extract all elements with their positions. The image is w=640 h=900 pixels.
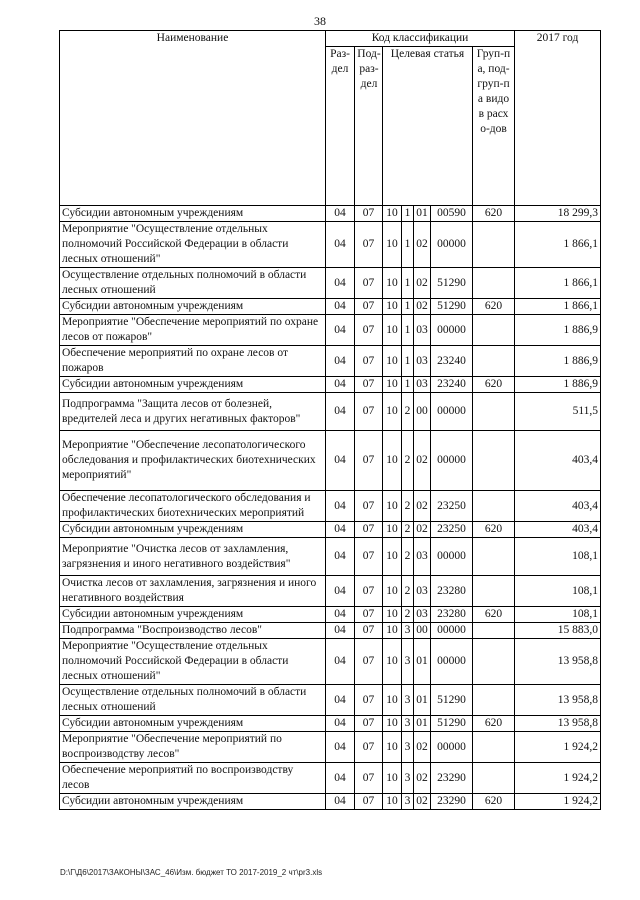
row-subsection: 07 (355, 685, 383, 716)
row-section: 04 (326, 268, 355, 299)
row-event-code: 02 (414, 222, 431, 268)
row-section: 04 (326, 491, 355, 522)
row-program-code: 10 (383, 222, 402, 268)
row-event-code: 03 (414, 607, 431, 623)
row-program-code: 10 (383, 268, 402, 299)
row-subsection: 07 (355, 346, 383, 377)
table-row (60, 716, 601, 732)
row-section: 04 (326, 623, 355, 639)
row-program-code: 10 (383, 393, 402, 431)
row-subsection: 07 (355, 522, 383, 538)
header-subsection: Под-раз-дел (355, 47, 383, 206)
row-expense-type (473, 268, 515, 299)
table-row (60, 685, 601, 716)
row-direction-code: 23280 (431, 607, 473, 623)
row-program-code: 10 (383, 732, 402, 763)
row-direction-code: 23250 (431, 522, 473, 538)
row-name: Осуществление отдельных полномочий в области лесных отношений (60, 268, 326, 299)
row-subprogram-code: 2 (402, 491, 414, 522)
row-expense-type (473, 431, 515, 491)
row-name: Осуществление отдельных полномочий в области лесных отношений (60, 685, 326, 716)
row-program-code: 10 (383, 685, 402, 716)
row-section: 04 (326, 607, 355, 623)
row-amount: 1 866,1 (515, 222, 601, 268)
row-amount: 18 299,3 (515, 206, 601, 222)
row-section: 04 (326, 206, 355, 222)
row-program-code: 10 (383, 607, 402, 623)
row-event-code: 01 (414, 206, 431, 222)
row-subsection: 07 (355, 299, 383, 315)
row-name: Мероприятие "Очистка лесов от захламления, загрязнения и иного негативного воздействия" (60, 538, 326, 576)
row-program-code: 10 (383, 299, 402, 315)
row-section: 04 (326, 732, 355, 763)
table-row (60, 491, 601, 522)
row-event-code: 01 (414, 716, 431, 732)
row-name: Мероприятие "Обеспечение мероприятий по воспроизводству лесов" (60, 732, 326, 763)
row-expense-type (473, 576, 515, 607)
table-row (60, 639, 601, 685)
row-direction-code: 23250 (431, 491, 473, 522)
row-direction-code: 23290 (431, 794, 473, 810)
row-amount: 13 958,8 (515, 639, 601, 685)
table-body (60, 206, 601, 810)
row-program-code: 10 (383, 623, 402, 639)
row-direction-code: 23240 (431, 377, 473, 393)
table-row (60, 299, 601, 315)
row-subprogram-code: 3 (402, 716, 414, 732)
row-direction-code: 23240 (431, 346, 473, 377)
row-event-code: 03 (414, 346, 431, 377)
row-section: 04 (326, 639, 355, 685)
row-event-code: 02 (414, 491, 431, 522)
row-subprogram-code: 3 (402, 639, 414, 685)
row-program-code: 10 (383, 639, 402, 685)
row-expense-type (473, 346, 515, 377)
row-direction-code: 23280 (431, 576, 473, 607)
row-event-code: 00 (414, 393, 431, 431)
row-name: Субсидии автономным учреждениям (60, 716, 326, 732)
row-amount: 403,4 (515, 522, 601, 538)
row-section: 04 (326, 431, 355, 491)
table-row (60, 268, 601, 299)
row-direction-code: 51290 (431, 716, 473, 732)
row-amount: 403,4 (515, 431, 601, 491)
row-program-code: 10 (383, 716, 402, 732)
row-amount: 15 883,0 (515, 623, 601, 639)
row-event-code: 00 (414, 623, 431, 639)
table-row (60, 393, 601, 431)
row-subsection: 07 (355, 607, 383, 623)
row-direction-code: 00000 (431, 639, 473, 685)
table-row (60, 732, 601, 763)
row-amount: 1 866,1 (515, 268, 601, 299)
row-name: Субсидии автономным учреждениям (60, 206, 326, 222)
row-subsection: 07 (355, 716, 383, 732)
table-row (60, 346, 601, 377)
row-subsection: 07 (355, 491, 383, 522)
row-program-code: 10 (383, 763, 402, 794)
row-name: Мероприятие "Осуществление отдельных полномочий Российской Федерации в области лесных отношений" (60, 222, 326, 268)
row-event-code: 03 (414, 576, 431, 607)
file-path-footer: D:\Г\Д6\2017\ЗАКОНЫ\ЗАС_46\Изм. бюджет ТО 2017-2019_2 чт\pr3.xls (60, 868, 323, 877)
row-expense-type: 620 (473, 299, 515, 315)
row-event-code: 02 (414, 431, 431, 491)
table-row (60, 763, 601, 794)
table-row (60, 315, 601, 346)
row-name: Субсидии автономным учреждениям (60, 377, 326, 393)
row-section: 04 (326, 393, 355, 431)
row-subsection: 07 (355, 538, 383, 576)
row-event-code: 02 (414, 763, 431, 794)
row-program-code: 10 (383, 794, 402, 810)
row-expense-type (473, 685, 515, 716)
row-subprogram-code: 1 (402, 222, 414, 268)
row-subsection: 07 (355, 222, 383, 268)
row-subsection: 07 (355, 623, 383, 639)
row-amount: 13 958,8 (515, 685, 601, 716)
row-name: Субсидии автономным учреждениям (60, 607, 326, 623)
row-section: 04 (326, 685, 355, 716)
row-event-code: 03 (414, 538, 431, 576)
row-expense-type (473, 538, 515, 576)
row-section: 04 (326, 763, 355, 794)
table-row (60, 522, 601, 538)
page-number: 38 (314, 14, 326, 28)
row-expense-type: 620 (473, 716, 515, 732)
row-subsection: 07 (355, 639, 383, 685)
row-amount: 1 924,2 (515, 794, 601, 810)
row-subsection: 07 (355, 794, 383, 810)
row-expense-type: 620 (473, 377, 515, 393)
row-amount: 403,4 (515, 491, 601, 522)
row-event-code: 02 (414, 268, 431, 299)
row-subprogram-code: 2 (402, 393, 414, 431)
table-row (60, 222, 601, 268)
row-event-code: 02 (414, 794, 431, 810)
row-subprogram-code: 2 (402, 522, 414, 538)
header-section: Раз-дел (326, 47, 355, 206)
row-section: 04 (326, 346, 355, 377)
row-name: Очистка лесов от захламления, загрязнения и иного негативного воздействия (60, 576, 326, 607)
row-amount: 1 886,9 (515, 377, 601, 393)
row-event-code: 03 (414, 315, 431, 346)
row-direction-code: 51290 (431, 268, 473, 299)
row-direction-code: 00000 (431, 623, 473, 639)
budget-table (59, 30, 601, 810)
row-subsection: 07 (355, 393, 383, 431)
row-amount: 108,1 (515, 576, 601, 607)
table-row (60, 431, 601, 491)
row-expense-type (473, 491, 515, 522)
row-name: Субсидии автономным учреждениям (60, 794, 326, 810)
row-subprogram-code: 3 (402, 685, 414, 716)
row-subprogram-code: 2 (402, 607, 414, 623)
row-section: 04 (326, 222, 355, 268)
row-section: 04 (326, 315, 355, 346)
header-year: 2017 год (515, 31, 601, 206)
row-section: 04 (326, 377, 355, 393)
row-program-code: 10 (383, 315, 402, 346)
row-program-code: 10 (383, 522, 402, 538)
table-row (60, 794, 601, 810)
row-amount: 1 924,2 (515, 763, 601, 794)
row-direction-code: 00000 (431, 393, 473, 431)
row-program-code: 10 (383, 206, 402, 222)
row-name: Обеспечение лесопатологического обследования и профилактических биотехнических мероприятий (60, 491, 326, 522)
row-amount: 1 886,9 (515, 315, 601, 346)
row-program-code: 10 (383, 377, 402, 393)
row-expense-type: 620 (473, 607, 515, 623)
row-subprogram-code: 3 (402, 732, 414, 763)
row-subprogram-code: 1 (402, 299, 414, 315)
row-expense-type (473, 732, 515, 763)
row-program-code: 10 (383, 538, 402, 576)
row-subprogram-code: 1 (402, 315, 414, 346)
row-event-code: 01 (414, 685, 431, 716)
row-expense-type (473, 763, 515, 794)
row-name: Подпрограмма "Воспроизводство лесов" (60, 623, 326, 639)
row-expense-type: 620 (473, 206, 515, 222)
row-amount: 13 958,8 (515, 716, 601, 732)
row-expense-type (473, 315, 515, 346)
row-expense-type (473, 623, 515, 639)
row-section: 04 (326, 794, 355, 810)
row-subsection: 07 (355, 763, 383, 794)
row-event-code: 01 (414, 639, 431, 685)
table-row (60, 538, 601, 576)
row-expense-type (473, 393, 515, 431)
table-row (60, 206, 601, 222)
row-section: 04 (326, 522, 355, 538)
row-subprogram-code: 1 (402, 346, 414, 377)
row-name: Обеспечение мероприятий по охране лесов от пожаров (60, 346, 326, 377)
row-program-code: 10 (383, 576, 402, 607)
row-subprogram-code: 2 (402, 431, 414, 491)
row-section: 04 (326, 716, 355, 732)
row-name: Подпрограмма "Защита лесов от болезней, вредителей леса и других негативных факторов" (60, 393, 326, 431)
row-direction-code: 23290 (431, 763, 473, 794)
row-event-code: 03 (414, 377, 431, 393)
row-amount: 108,1 (515, 538, 601, 576)
row-subprogram-code: 1 (402, 206, 414, 222)
row-subsection: 07 (355, 732, 383, 763)
row-name: Субсидии автономным учреждениям (60, 299, 326, 315)
header-target-article: Целевая статья (383, 47, 473, 206)
row-direction-code: 51290 (431, 299, 473, 315)
row-section: 04 (326, 299, 355, 315)
row-direction-code: 00000 (431, 315, 473, 346)
row-amount: 1 924,2 (515, 732, 601, 763)
row-event-code: 02 (414, 732, 431, 763)
row-direction-code: 00590 (431, 206, 473, 222)
row-direction-code: 00000 (431, 431, 473, 491)
row-subprogram-code: 1 (402, 268, 414, 299)
table-row (60, 377, 601, 393)
row-name: Субсидии автономным учреждениям (60, 522, 326, 538)
row-event-code: 02 (414, 299, 431, 315)
row-section: 04 (326, 538, 355, 576)
row-amount: 511,5 (515, 393, 601, 431)
row-expense-type: 620 (473, 522, 515, 538)
row-direction-code: 00000 (431, 222, 473, 268)
header-name: Наименование (60, 31, 326, 206)
row-direction-code: 51290 (431, 685, 473, 716)
row-program-code: 10 (383, 491, 402, 522)
table-row (60, 607, 601, 623)
row-subsection: 07 (355, 377, 383, 393)
row-subprogram-code: 2 (402, 576, 414, 607)
row-subprogram-code: 3 (402, 763, 414, 794)
row-subsection: 07 (355, 315, 383, 346)
row-subprogram-code: 1 (402, 377, 414, 393)
row-expense-type (473, 639, 515, 685)
row-subsection: 07 (355, 431, 383, 491)
row-event-code: 02 (414, 522, 431, 538)
row-subsection: 07 (355, 576, 383, 607)
row-amount: 108,1 (515, 607, 601, 623)
row-name: Мероприятие "Обеспечение мероприятий по охране лесов от пожаров" (60, 315, 326, 346)
row-amount: 1 866,1 (515, 299, 601, 315)
row-program-code: 10 (383, 431, 402, 491)
row-name: Мероприятие "Обеспечение лесопатологического обследования и профилактических биотехнических мероприятий" (60, 431, 326, 491)
row-subsection: 07 (355, 268, 383, 299)
row-name: Обеспечение мероприятий по воспроизводству лесов (60, 763, 326, 794)
row-direction-code: 00000 (431, 732, 473, 763)
row-subsection: 07 (355, 206, 383, 222)
row-expense-type: 620 (473, 794, 515, 810)
row-amount: 1 886,9 (515, 346, 601, 377)
row-direction-code: 00000 (431, 538, 473, 576)
row-subprogram-code: 3 (402, 794, 414, 810)
table-row (60, 576, 601, 607)
row-expense-type (473, 222, 515, 268)
row-subprogram-code: 3 (402, 623, 414, 639)
row-program-code: 10 (383, 346, 402, 377)
row-subprogram-code: 2 (402, 538, 414, 576)
row-name: Мероприятие "Осуществление отдельных полномочий Российской Федерации в области лесных отношений" (60, 639, 326, 685)
header-classification-code: Код классификации (326, 31, 515, 47)
table-row (60, 623, 601, 639)
row-section: 04 (326, 576, 355, 607)
header-expense-group: Груп-па, под-груп-па видов расхо-дов (473, 47, 515, 206)
